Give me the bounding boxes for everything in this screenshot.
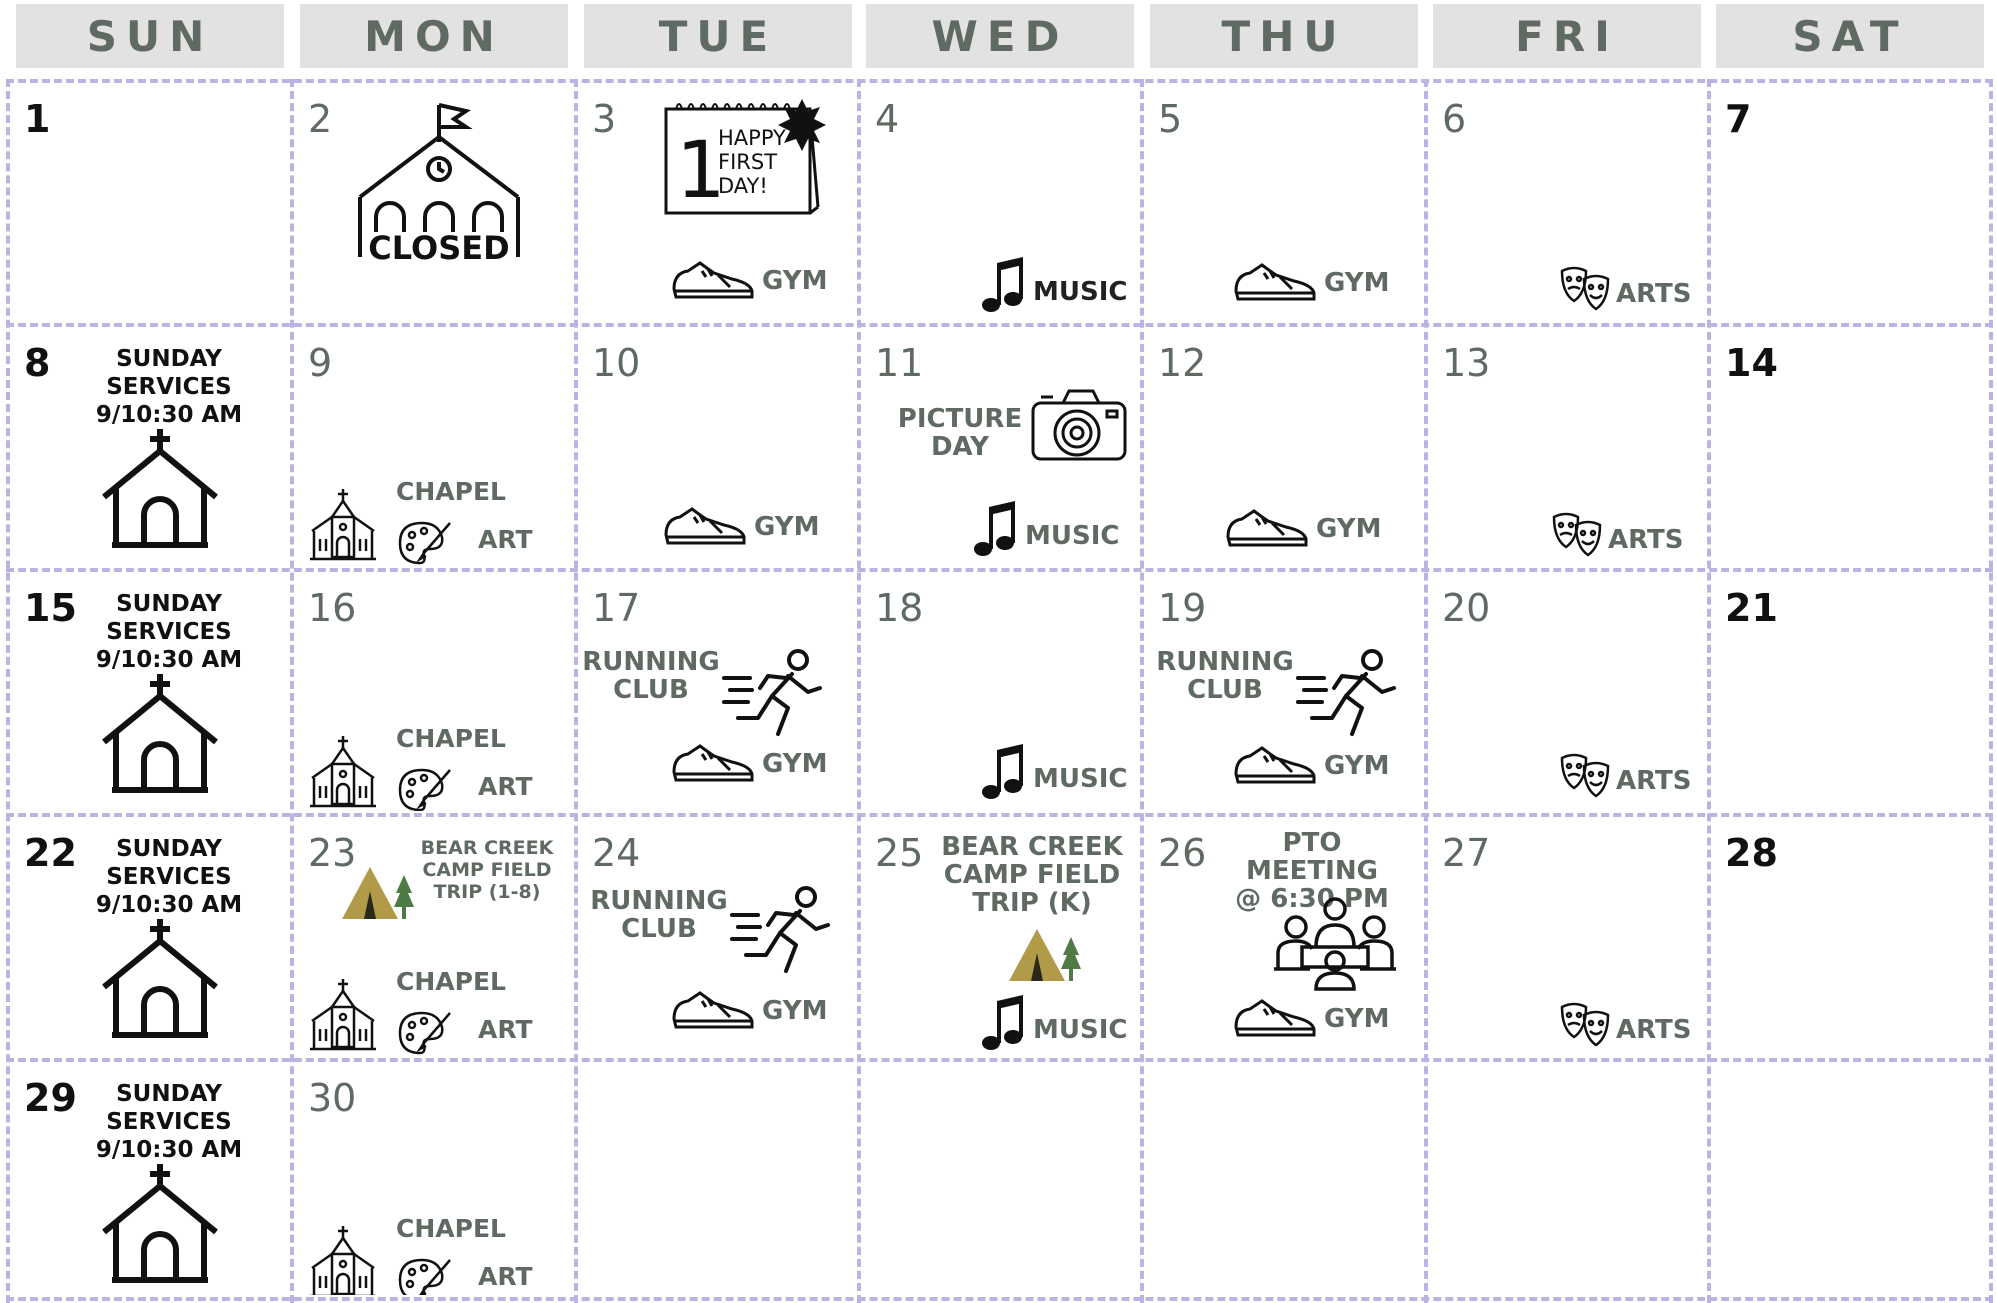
day-cell <box>1428 83 1706 321</box>
day-cell <box>1144 83 1422 321</box>
sneaker-icon <box>670 259 756 303</box>
day-cell <box>861 572 1139 811</box>
chapel-art-activity <box>306 477 572 566</box>
day-cell <box>578 572 856 811</box>
day-number: 8 <box>24 341 51 385</box>
day-number: 24 <box>592 831 641 875</box>
day-cell <box>294 1062 572 1295</box>
day-cell <box>1711 327 1987 566</box>
tent-icon <box>1005 923 1087 985</box>
arts-activity <box>1558 263 1691 313</box>
palette-icon <box>396 1009 452 1056</box>
meeting-icon <box>1272 895 1398 991</box>
happy-text: HAPPY <box>718 126 786 150</box>
running-club-text: RUNNING CLUB <box>582 647 720 705</box>
sunday-services-text: SUNDAY SERVICES 9/10:30 AM <box>95 591 243 673</box>
day-number: 18 <box>875 586 924 630</box>
empty-day-cell <box>861 1062 1139 1295</box>
church-icon <box>100 672 220 794</box>
chapel-icon <box>306 977 380 1051</box>
arts-activity <box>1550 509 1683 559</box>
theater-masks-icon <box>1558 750 1612 800</box>
gym-label: GYM <box>1324 751 1390 781</box>
palette-icon <box>396 519 452 566</box>
sneaker-icon <box>1224 507 1310 551</box>
running-club-text: RUNNING CLUB <box>1156 647 1294 705</box>
music-label: MUSIC <box>1033 277 1128 307</box>
music-note-icon <box>973 501 1015 557</box>
gym-label: GYM <box>1316 514 1382 544</box>
music-note-icon <box>981 744 1023 800</box>
calendar-first-day-icon <box>662 95 828 221</box>
music-label: MUSIC <box>1033 764 1128 794</box>
gym-activity <box>670 259 827 303</box>
chapel-art-activity <box>306 1214 572 1295</box>
runner-icon <box>730 885 834 979</box>
day-number: 15 <box>24 586 77 630</box>
arts-label: ARTS <box>1616 279 1692 309</box>
header-sun: SUN <box>16 4 284 68</box>
gym-activity <box>1232 997 1389 1041</box>
empty-day-cell <box>578 1062 856 1295</box>
day-number: 11 <box>875 341 924 385</box>
gym-label: GYM <box>762 749 828 779</box>
arts-label: ARTS <box>1616 1015 1692 1045</box>
arts-label: ARTS <box>1616 766 1692 796</box>
bear-creek-trip-text: BEAR CREEK CAMP FIELD TRIP (K) <box>941 832 1123 918</box>
day-number: 25 <box>875 831 924 875</box>
calendar-number: 1 <box>676 126 726 216</box>
runner-icon <box>1296 648 1400 742</box>
day-number: 14 <box>1725 341 1778 385</box>
day-number: 23 <box>308 831 357 875</box>
art-label: ART <box>478 1262 533 1291</box>
arts-activity <box>1558 999 1691 1049</box>
day-number: 3 <box>592 97 617 141</box>
grid-line <box>6 1297 1993 1301</box>
chapel-label: CHAPEL <box>396 477 506 506</box>
art-label: ART <box>478 525 533 554</box>
day-cell <box>578 817 856 1056</box>
day-cell <box>861 817 1139 1056</box>
day-number: 17 <box>592 586 641 630</box>
music-label: MUSIC <box>1033 1015 1128 1045</box>
day-cell <box>294 817 572 1056</box>
arts-label: ARTS <box>1608 525 1684 555</box>
header-fri: FRI <box>1433 4 1701 68</box>
day-number: 27 <box>1442 831 1491 875</box>
gym-label: GYM <box>1324 1004 1390 1034</box>
gym-activity <box>1224 507 1381 551</box>
day-cell <box>1428 572 1706 811</box>
picture-day-text: PICTURE DAY <box>897 404 1023 462</box>
music-note-icon <box>981 257 1023 313</box>
sneaker-icon <box>1232 997 1318 1041</box>
palette-icon <box>396 766 452 811</box>
art-label: ART <box>478 772 533 801</box>
chapel-icon <box>306 1224 380 1295</box>
day-cell <box>10 83 288 321</box>
music-label: MUSIC <box>1025 521 1120 551</box>
first-text: FIRST <box>718 150 778 174</box>
pto-meeting-text: PTO MEETING @ 6:30 PM <box>1235 828 1389 914</box>
chapel-label: CHAPEL <box>396 724 506 753</box>
theater-masks-icon <box>1550 509 1604 559</box>
art-label: ART <box>478 1015 533 1044</box>
gym-activity <box>670 989 827 1033</box>
gym-label: GYM <box>1324 268 1390 298</box>
bear-creek-trip-text: BEAR CREEK CAMP FIELD TRIP (1-8) <box>420 837 554 903</box>
day-number: 9 <box>308 341 333 385</box>
day-number: 29 <box>24 1076 77 1120</box>
header-mon: MON <box>300 4 568 68</box>
day-cell <box>10 327 288 566</box>
day-number: 10 <box>592 341 641 385</box>
day-number: 28 <box>1725 831 1778 875</box>
sneaker-icon <box>670 989 756 1033</box>
chapel-label: CHAPEL <box>396 1214 506 1243</box>
day-cell <box>1711 572 1987 811</box>
school-closed-icon <box>354 97 524 272</box>
music-activity <box>981 257 1127 313</box>
sneaker-icon <box>1232 744 1318 788</box>
gym-activity <box>670 742 827 786</box>
day-number: 26 <box>1158 831 1207 875</box>
day-cell <box>10 1062 288 1295</box>
day-number: 16 <box>308 586 357 630</box>
day-cell <box>294 327 572 566</box>
day-number: 2 <box>308 97 333 141</box>
day-cell <box>294 572 572 811</box>
day-cell <box>1144 327 1422 566</box>
sneaker-icon <box>1232 261 1318 305</box>
sunday-services-text: SUNDAY SERVICES 9/10:30 AM <box>95 836 243 918</box>
palette-icon <box>396 1256 452 1295</box>
church-icon <box>100 427 220 549</box>
closed-text: CLOSED <box>368 229 510 267</box>
day-cell <box>578 327 856 566</box>
chapel-label: CHAPEL <box>396 967 506 996</box>
gym-label: GYM <box>754 512 820 542</box>
day-number: 19 <box>1158 586 1207 630</box>
music-activity <box>981 995 1127 1051</box>
day-number: 4 <box>875 97 900 141</box>
sunday-services-text: SUNDAY SERVICES 9/10:30 AM <box>95 1081 243 1163</box>
day-number: 20 <box>1442 586 1491 630</box>
day-text: DAY! <box>718 174 768 198</box>
day-number: 1 <box>24 97 51 141</box>
day-cell <box>1711 83 1987 321</box>
sunday-services-text: SUNDAY SERVICES 9/10:30 AM <box>95 346 243 428</box>
music-activity <box>981 744 1127 800</box>
arts-activity <box>1558 750 1691 800</box>
day-cell <box>578 83 856 321</box>
header-tue: TUE <box>584 4 852 68</box>
day-cell <box>10 817 288 1056</box>
chapel-icon <box>306 734 380 808</box>
day-cell <box>1428 817 1706 1056</box>
gym-label: GYM <box>762 996 828 1026</box>
chapel-icon <box>306 487 380 561</box>
day-number: 13 <box>1442 341 1491 385</box>
day-cell <box>1144 817 1422 1056</box>
theater-masks-icon <box>1558 263 1612 313</box>
camera-icon <box>1029 385 1129 465</box>
header-thu: THU <box>1150 4 1418 68</box>
theater-masks-icon <box>1558 999 1612 1049</box>
day-number: 5 <box>1158 97 1183 141</box>
gym-activity <box>662 505 819 549</box>
chapel-art-activity <box>306 724 572 811</box>
church-icon <box>100 1162 220 1284</box>
day-cell <box>1711 817 1987 1056</box>
gym-label: GYM <box>762 266 828 296</box>
gym-activity <box>1232 261 1389 305</box>
day-number: 6 <box>1442 97 1467 141</box>
day-cell <box>861 327 1139 566</box>
church-icon <box>100 917 220 1039</box>
day-number: 7 <box>1725 97 1752 141</box>
runner-icon <box>722 648 826 742</box>
music-note-icon <box>981 995 1023 1051</box>
day-cell <box>294 83 572 321</box>
header-wed: WED <box>866 4 1134 68</box>
grid-line <box>1989 79 1993 1303</box>
day-cell <box>1428 327 1706 566</box>
day-cell <box>10 572 288 811</box>
empty-day-cell <box>1711 1062 1987 1295</box>
day-cell <box>1144 572 1422 811</box>
running-club-text: RUNNING CLUB <box>590 886 728 944</box>
day-cell <box>861 83 1139 321</box>
day-number: 30 <box>308 1076 357 1120</box>
chapel-art-activity <box>306 967 572 1056</box>
gym-activity <box>1232 744 1389 788</box>
day-number: 21 <box>1725 586 1778 630</box>
empty-day-cell <box>1428 1062 1706 1295</box>
day-number: 12 <box>1158 341 1207 385</box>
sneaker-icon <box>670 742 756 786</box>
sneaker-icon <box>662 505 748 549</box>
day-number: 22 <box>24 831 77 875</box>
empty-day-cell <box>1144 1062 1422 1295</box>
music-activity <box>973 501 1119 557</box>
header-sat: SAT <box>1716 4 1984 68</box>
